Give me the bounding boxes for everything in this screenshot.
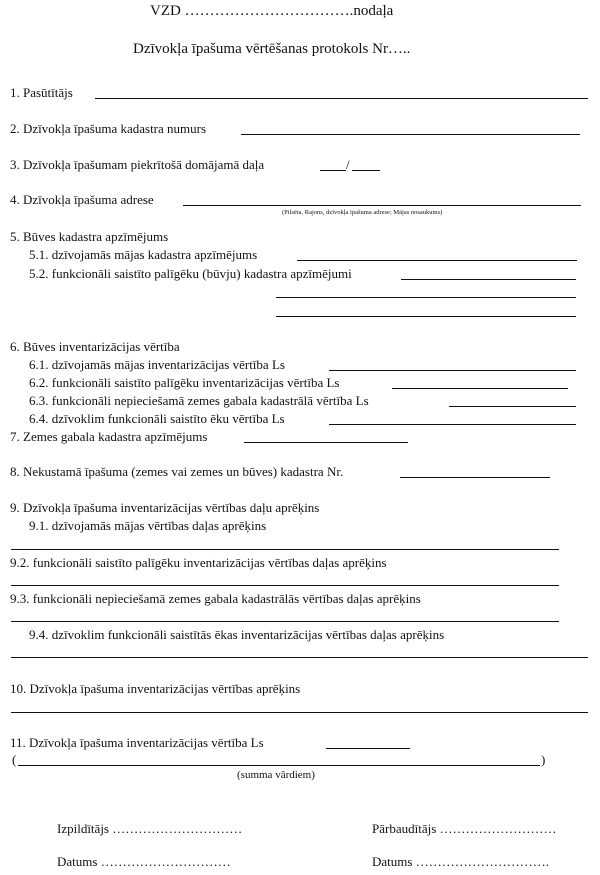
field-5-1-line[interactable]: [297, 260, 577, 261]
field-9-3-label: 9.3. funkcionāli nepieciešamā zemes gabala kadastrālās vērtības daļas aprēķins: [10, 591, 421, 606]
field-9-2-line[interactable]: [11, 585, 559, 586]
field-9-1-label: 9.1. dzīvojamās mājas vērtības daļas aprēķins: [29, 518, 267, 533]
field-5-1-label: 5.1. dzīvojamās mājas kadastra apzīmējums: [29, 247, 258, 262]
field-10-label: 10. Dzīvokļa īpašuma inventarizācijas vērtības aprēķins: [10, 681, 301, 696]
field-1-label: 1. Pasūtītājs: [10, 85, 73, 100]
field-9-4-label: 9.4. dzīvoklim funkcionāli saistītās ēkas inventarizācijas vērtības daļas aprēķins: [29, 627, 445, 642]
field-4-hint: (Pilsēta, Rajons, dzīvokļa īpašuma adrese; Mājas nosaukums): [282, 209, 443, 216]
executor-date[interactable]: Datums …………………………: [57, 854, 231, 869]
field-3-label: 3. Dzīvokļa īpašumam piekrītošā domājamā daļa: [10, 157, 265, 172]
field-6-label: 6. Būves inventarizācijas vērtība: [10, 339, 180, 354]
field-8-line[interactable]: [400, 477, 550, 478]
checker-signature[interactable]: Pārbaudītājs ………………………: [372, 821, 557, 836]
office-line: VZD …………………………….nodaļa: [150, 3, 394, 19]
field-8-label: 8. Nekustamā īpašuma (zemes vai zemes un būves) kadastra Nr.: [10, 464, 344, 479]
field-2-line[interactable]: [241, 134, 580, 135]
field-11-line[interactable]: [326, 748, 410, 749]
field-1-line[interactable]: [95, 98, 588, 99]
field-3-numerator-line[interactable]: [320, 170, 346, 171]
field-5-2-line-2[interactable]: [276, 297, 576, 298]
field-9-4-line[interactable]: [11, 657, 588, 658]
executor-signature[interactable]: Izpildītājs …………………………: [57, 821, 243, 836]
field-11-label: 11. Dzīvokļa īpašuma inventarizācijas vērtība Ls: [10, 735, 264, 750]
field-5-label: 5. Būves kadastra apzīmējums: [10, 229, 169, 244]
paren-close: ): [541, 752, 546, 767]
field-5-2-line[interactable]: [401, 279, 576, 280]
field-4-line[interactable]: [183, 205, 581, 206]
field-7-label: 7. Zemes gabala kadastra apzīmējums: [10, 429, 208, 444]
field-7-line[interactable]: [244, 442, 408, 443]
field-10-line[interactable]: [11, 712, 588, 713]
field-3-denominator-line[interactable]: [352, 170, 380, 171]
field-9-label: 9. Dzīvokļa īpašuma inventarizācijas vērtības daļu aprēķins: [10, 500, 320, 515]
sum-in-words-line[interactable]: [18, 765, 540, 766]
sum-in-words-hint: (summa vārdiem): [237, 769, 315, 781]
field-6-3-label: 6.3. funkcionāli nepieciešamā zemes gabala kadastrālā vērtība Ls: [29, 393, 369, 408]
paren-open: (: [12, 752, 17, 767]
field-6-2-label: 6.2. funkcionāli saistīto palīgēku inventarizācijas vērtība Ls: [29, 375, 340, 390]
field-6-4-line[interactable]: [329, 424, 576, 425]
field-6-4-label: 6.4. dzīvoklim funkcionāli saistīto ēku vērtība Ls: [29, 411, 285, 426]
field-2-label: 2. Dzīvokļa īpašuma kadastra numurs: [10, 121, 207, 136]
checker-date[interactable]: Datums ………………………….: [372, 854, 549, 869]
field-9-2-label: 9.2. funkcionāli saistīto palīgēku inventarizācijas vērtības daļas aprēķins: [10, 555, 387, 570]
field-6-1-line[interactable]: [329, 370, 576, 371]
field-6-1-label: 6.1. dzīvojamās mājas inventarizācijas vērtība Ls: [29, 357, 285, 372]
field-4-label: 4. Dzīvokļa īpašuma adrese: [10, 192, 154, 207]
field-3-slash: /: [346, 157, 350, 172]
field-6-2-line[interactable]: [392, 388, 568, 389]
field-9-3-line[interactable]: [11, 621, 559, 622]
field-5-2-label: 5.2. funkcionāli saistīto palīgēku (būvju) kadastra apzīmējumi: [29, 266, 352, 281]
form-title: Dzīvokļa īpašuma vērtēšanas protokols Nr…..: [133, 41, 411, 57]
field-5-2-line-3[interactable]: [276, 316, 576, 317]
field-9-1-line[interactable]: [11, 549, 559, 550]
field-6-3-line[interactable]: [449, 406, 576, 407]
